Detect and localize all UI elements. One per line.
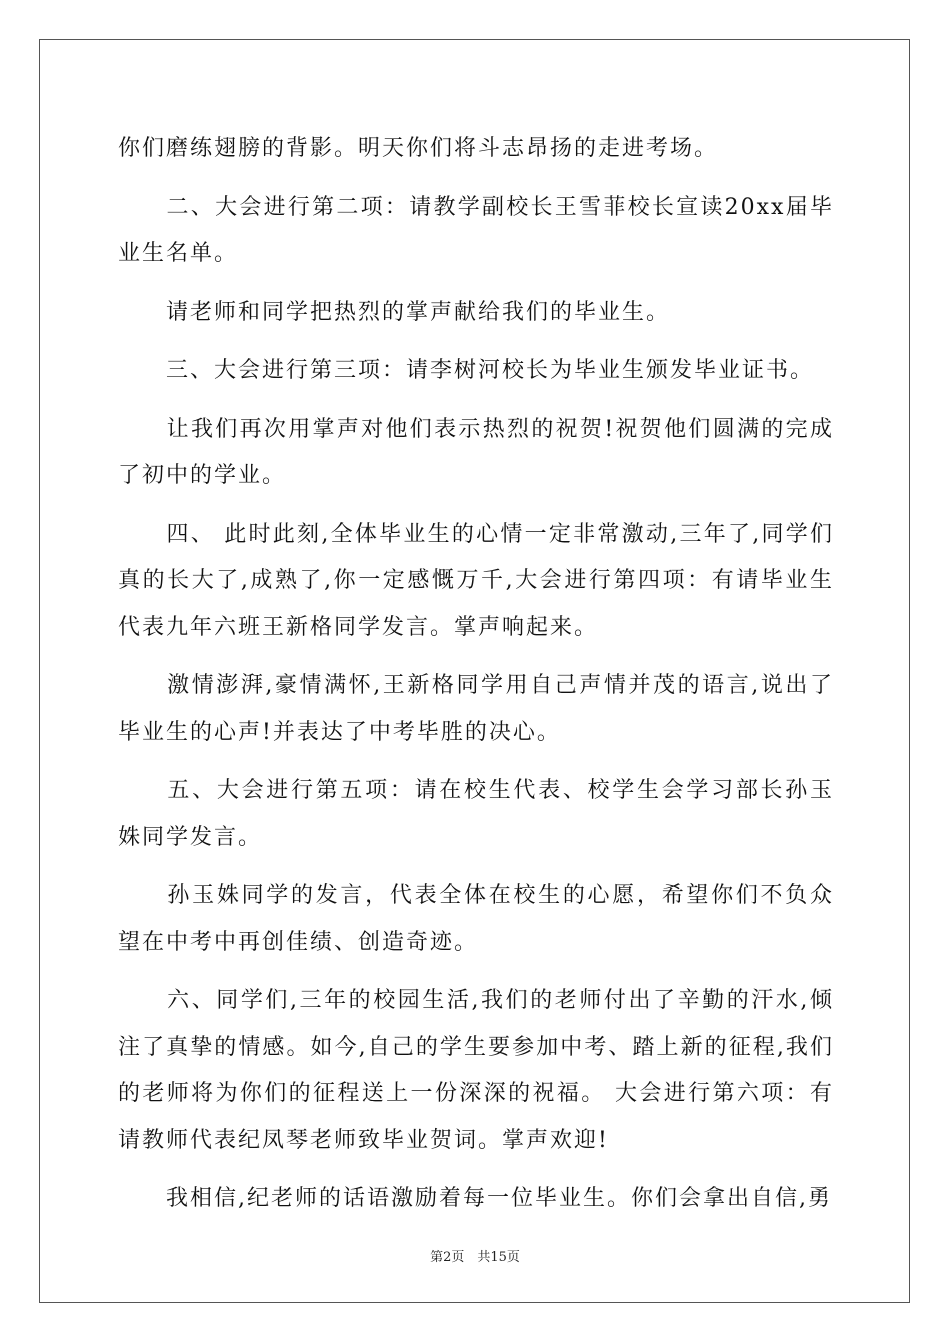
paragraph-5: 让我们再次用掌声对他们表示热烈的祝贺!祝贺他们圆满的完成了初中的学业。 xyxy=(118,416,834,488)
paragraph-3: 请老师和同学把热烈的掌声献给我们的毕业生。 xyxy=(118,299,671,325)
paragraph-10: 六、同学们,三年的校园生活,我们的老师付出了辛勤的汗水,倾注了真挚的情感。如今,自己的学生要参加中考、踏上新的征程,我们的老师将为你们的征程送上一份深深的祝福。 大会进行第六项：有请教师代表纪凤琴老师致毕业贺词。掌声欢迎! xyxy=(118,988,834,1153)
paragraph-6: 四、 此时此刻,全体毕业生的心情一定非常激动,三年了,同学们真的长大了,成熟了,你一定感慨万千,大会进行第四项：有请毕业生代表九年六班王新格同学发言。掌声响起来。 xyxy=(118,521,834,640)
paragraph-9: 孙玉姝同学的发言，代表全体在校生的心愿，希望你们不负众望在中考中再创佳绩、创造奇迹。 xyxy=(118,883,834,955)
paragraph-7: 激情澎湃,豪情满怀,王新格同学用自己声情并茂的语言,说出了毕业生的心声!并表达了中考毕胜的决心。 xyxy=(118,673,834,745)
paragraph-2: 二、大会进行第二项：请教学副校长王雪菲校长宣读20xx届毕业生名单。 xyxy=(118,194,834,266)
paragraph-11: 我相信,纪老师的话语激励着每一位毕业生。你们会拿出自信,勇 xyxy=(118,1186,832,1211)
page-number-footer: 第2页 共15页 xyxy=(430,1250,520,1265)
paragraph-8: 五、大会进行第五项：请在校生代表、校学生会学习部长孙玉姝同学发言。 xyxy=(118,778,834,850)
document-body xyxy=(118,126,834,1235)
paragraph-1: 你们磨练翅膀的背影。明天你们将斗志昂扬的走进考场。 xyxy=(118,136,719,161)
paragraph-4: 三、大会进行第三项：请李树河校长为毕业生颁发毕业证书。 xyxy=(118,358,815,383)
